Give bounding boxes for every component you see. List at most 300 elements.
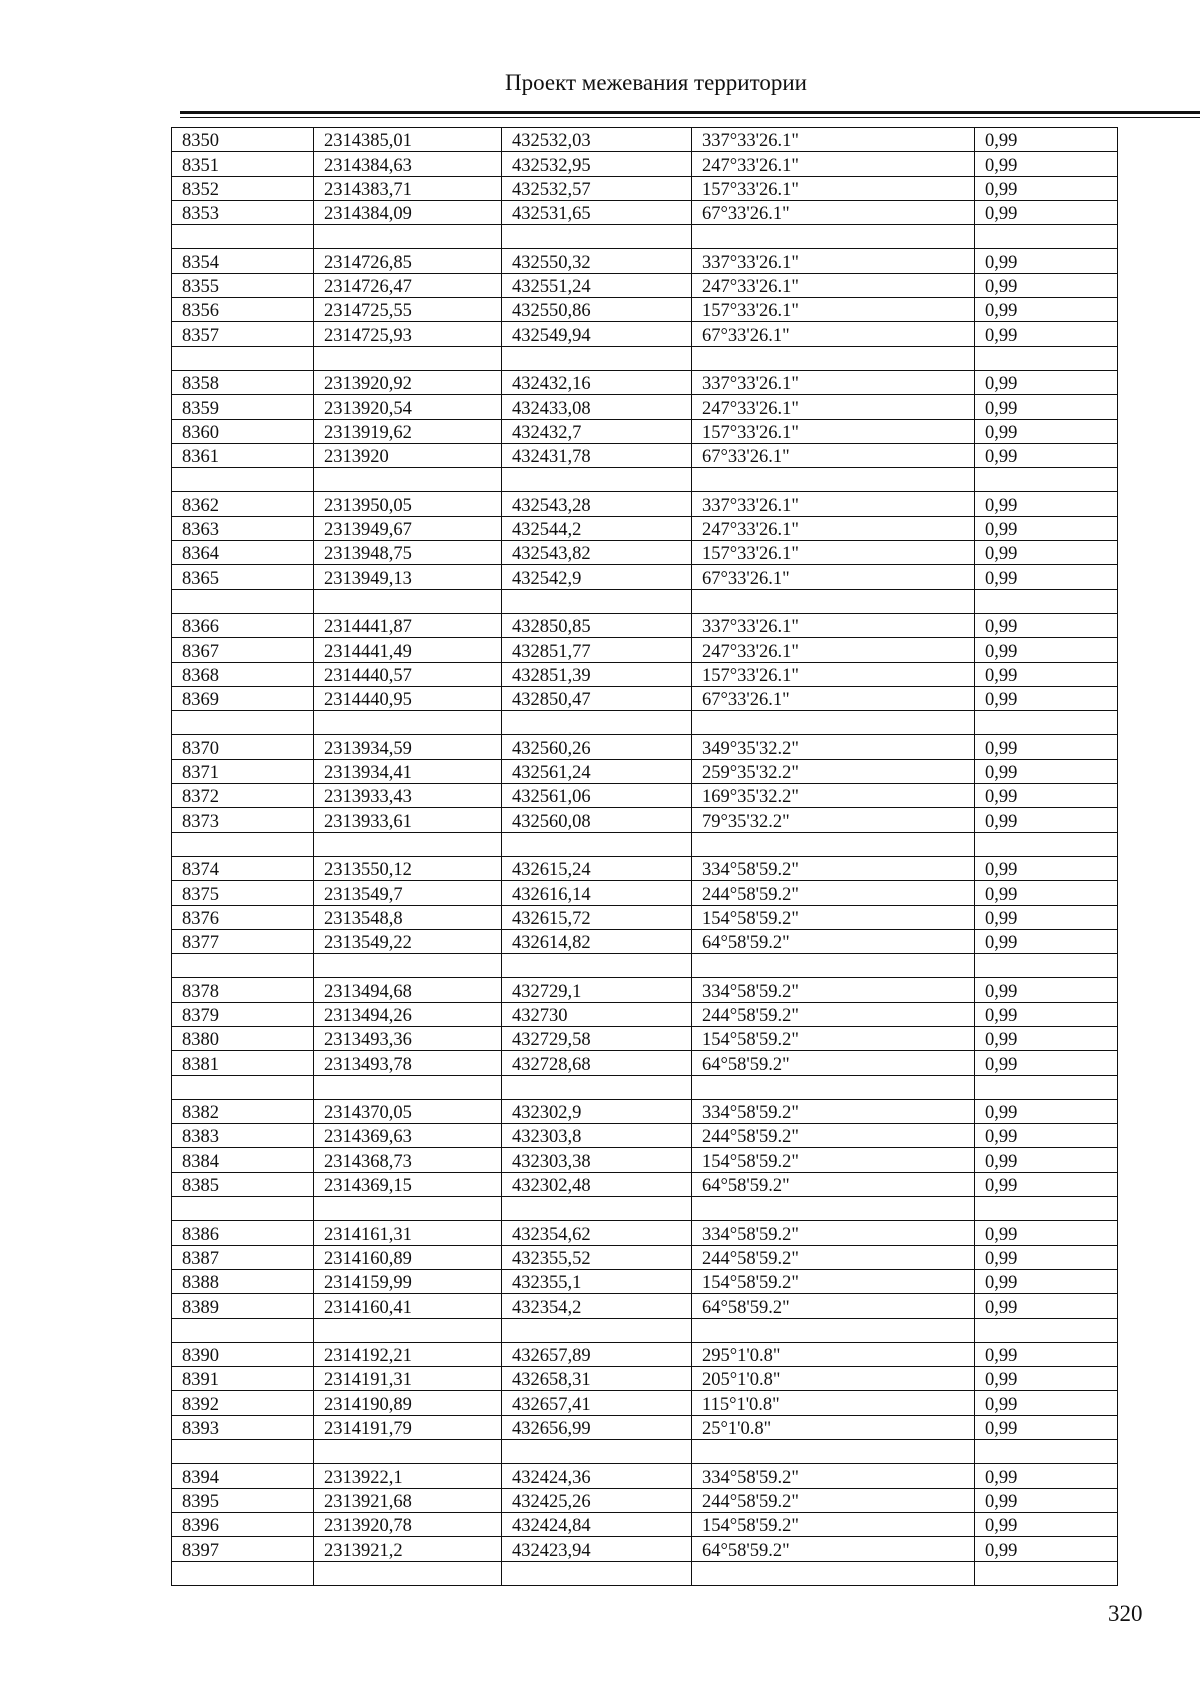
point-number-cell bbox=[172, 711, 314, 735]
point-number-cell: 8374 bbox=[172, 856, 314, 880]
direction-angle-cell: 334°58'59.2" bbox=[692, 1099, 975, 1123]
direction-angle-cell: 67°33'26.1" bbox=[692, 322, 975, 346]
x-coordinate-cell bbox=[314, 468, 502, 492]
direction-angle-cell: 334°58'59.2" bbox=[692, 1464, 975, 1488]
y-coordinate-cell: 432656,99 bbox=[502, 1415, 692, 1439]
distance-cell: 0,99 bbox=[975, 856, 1118, 880]
y-coordinate-cell: 432658,31 bbox=[502, 1367, 692, 1391]
direction-angle-cell bbox=[692, 225, 975, 249]
distance-cell: 0,99 bbox=[975, 395, 1118, 419]
direction-angle-cell: 247°33'26.1" bbox=[692, 638, 975, 662]
y-coordinate-cell: 432560,08 bbox=[502, 808, 692, 832]
y-coordinate-cell: 432431,78 bbox=[502, 443, 692, 467]
table-row bbox=[172, 1221, 1118, 1245]
table-row bbox=[172, 686, 1118, 710]
direction-angle-cell: 67°33'26.1" bbox=[692, 200, 975, 224]
distance-cell: 0,99 bbox=[975, 1099, 1118, 1123]
distance-cell: 0,99 bbox=[975, 1488, 1118, 1512]
table-row bbox=[172, 1464, 1118, 1488]
y-coordinate-cell: 432543,82 bbox=[502, 541, 692, 565]
direction-angle-cell: 334°58'59.2" bbox=[692, 856, 975, 880]
distance-cell: 0,99 bbox=[975, 1342, 1118, 1366]
distance-cell bbox=[975, 1440, 1118, 1464]
distance-cell: 0,99 bbox=[975, 1537, 1118, 1561]
direction-angle-cell: 154°58'59.2" bbox=[692, 1026, 975, 1050]
point-number-cell: 8356 bbox=[172, 298, 314, 322]
direction-angle-cell: 334°58'59.2" bbox=[692, 978, 975, 1002]
x-coordinate-cell: 2313494,26 bbox=[314, 1002, 502, 1026]
distance-cell bbox=[975, 1197, 1118, 1221]
distance-cell: 0,99 bbox=[975, 1124, 1118, 1148]
x-coordinate-cell: 2314441,49 bbox=[314, 638, 502, 662]
table-row bbox=[172, 1391, 1118, 1415]
point-number-cell: 8389 bbox=[172, 1294, 314, 1318]
x-coordinate-cell: 2313920,78 bbox=[314, 1512, 502, 1536]
distance-cell: 0,99 bbox=[975, 565, 1118, 589]
distance-cell: 0,99 bbox=[975, 881, 1118, 905]
distance-cell: 0,99 bbox=[975, 1221, 1118, 1245]
distance-cell: 0,99 bbox=[975, 176, 1118, 200]
x-coordinate-cell: 2314368,73 bbox=[314, 1148, 502, 1172]
distance-cell: 0,99 bbox=[975, 1245, 1118, 1269]
table-row bbox=[172, 395, 1118, 419]
point-number-cell: 8388 bbox=[172, 1269, 314, 1293]
distance-cell: 0,99 bbox=[975, 759, 1118, 783]
x-coordinate-cell: 2313950,05 bbox=[314, 492, 502, 516]
distance-cell: 0,99 bbox=[975, 735, 1118, 759]
distance-cell: 0,99 bbox=[975, 1367, 1118, 1391]
y-coordinate-cell: 432532,95 bbox=[502, 152, 692, 176]
point-number-cell: 8397 bbox=[172, 1537, 314, 1561]
table-row bbox=[172, 978, 1118, 1002]
direction-angle-cell: 247°33'26.1" bbox=[692, 516, 975, 540]
distance-cell: 0,99 bbox=[975, 1391, 1118, 1415]
direction-angle-cell bbox=[692, 1075, 975, 1099]
direction-angle-cell: 334°58'59.2" bbox=[692, 1221, 975, 1245]
x-coordinate-cell bbox=[314, 832, 502, 856]
point-number-cell: 8390 bbox=[172, 1342, 314, 1366]
y-coordinate-cell: 432851,77 bbox=[502, 638, 692, 662]
separator-row bbox=[172, 1440, 1118, 1464]
direction-angle-cell: 337°33'26.1" bbox=[692, 492, 975, 516]
point-number-cell: 8359 bbox=[172, 395, 314, 419]
point-number-cell: 8380 bbox=[172, 1026, 314, 1050]
x-coordinate-cell: 2314370,05 bbox=[314, 1099, 502, 1123]
separator-row bbox=[172, 1075, 1118, 1099]
table-row bbox=[172, 1124, 1118, 1148]
point-number-cell: 8382 bbox=[172, 1099, 314, 1123]
x-coordinate-cell: 2313493,36 bbox=[314, 1026, 502, 1050]
direction-angle-cell bbox=[692, 1440, 975, 1464]
direction-angle-cell: 337°33'26.1" bbox=[692, 370, 975, 394]
distance-cell: 0,99 bbox=[975, 1051, 1118, 1075]
table-row bbox=[172, 565, 1118, 589]
y-coordinate-cell: 432730 bbox=[502, 1002, 692, 1026]
distance-cell: 0,99 bbox=[975, 200, 1118, 224]
distance-cell: 0,99 bbox=[975, 1172, 1118, 1196]
x-coordinate-cell: 2314192,21 bbox=[314, 1342, 502, 1366]
direction-angle-cell: 244°58'59.2" bbox=[692, 1488, 975, 1512]
y-coordinate-cell bbox=[502, 1075, 692, 1099]
y-coordinate-cell bbox=[502, 1561, 692, 1585]
y-coordinate-cell: 432560,26 bbox=[502, 735, 692, 759]
direction-angle-cell: 67°33'26.1" bbox=[692, 565, 975, 589]
direction-angle-cell: 154°58'59.2" bbox=[692, 1269, 975, 1293]
table-row bbox=[172, 419, 1118, 443]
x-coordinate-cell bbox=[314, 954, 502, 978]
point-number-cell: 8393 bbox=[172, 1415, 314, 1439]
y-coordinate-cell: 432303,38 bbox=[502, 1148, 692, 1172]
page-number: 320 bbox=[1108, 1601, 1143, 1626]
point-number-cell: 8392 bbox=[172, 1391, 314, 1415]
x-coordinate-cell: 2313921,2 bbox=[314, 1537, 502, 1561]
direction-angle-cell: 259°35'32.2" bbox=[692, 759, 975, 783]
direction-angle-cell: 64°58'59.2" bbox=[692, 1172, 975, 1196]
separator-row bbox=[172, 346, 1118, 370]
x-coordinate-cell: 2313934,41 bbox=[314, 759, 502, 783]
table-row bbox=[172, 759, 1118, 783]
distance-cell: 0,99 bbox=[975, 1512, 1118, 1536]
direction-angle-cell: 169°35'32.2" bbox=[692, 784, 975, 808]
direction-angle-cell: 157°33'26.1" bbox=[692, 176, 975, 200]
table-row bbox=[172, 1051, 1118, 1075]
y-coordinate-cell: 432424,36 bbox=[502, 1464, 692, 1488]
x-coordinate-cell: 2313920,54 bbox=[314, 395, 502, 419]
direction-angle-cell: 64°58'59.2" bbox=[692, 1294, 975, 1318]
x-coordinate-cell bbox=[314, 1561, 502, 1585]
distance-cell bbox=[975, 832, 1118, 856]
direction-angle-cell: 154°58'59.2" bbox=[692, 1512, 975, 1536]
point-number-cell: 8386 bbox=[172, 1221, 314, 1245]
direction-angle-cell: 244°58'59.2" bbox=[692, 1124, 975, 1148]
y-coordinate-cell bbox=[502, 1440, 692, 1464]
table-row bbox=[172, 856, 1118, 880]
direction-angle-cell bbox=[692, 1561, 975, 1585]
point-number-cell: 8365 bbox=[172, 565, 314, 589]
x-coordinate-cell: 2314159,99 bbox=[314, 1269, 502, 1293]
table-row bbox=[172, 1148, 1118, 1172]
table-row bbox=[172, 613, 1118, 637]
table-row bbox=[172, 1026, 1118, 1050]
point-number-cell: 8385 bbox=[172, 1172, 314, 1196]
x-coordinate-cell: 2313933,61 bbox=[314, 808, 502, 832]
point-number-cell: 8358 bbox=[172, 370, 314, 394]
point-number-cell: 8361 bbox=[172, 443, 314, 467]
x-coordinate-cell: 2313933,43 bbox=[314, 784, 502, 808]
x-coordinate-cell bbox=[314, 225, 502, 249]
y-coordinate-cell: 432616,14 bbox=[502, 881, 692, 905]
x-coordinate-cell bbox=[314, 346, 502, 370]
distance-cell bbox=[975, 1318, 1118, 1342]
direction-angle-cell bbox=[692, 589, 975, 613]
y-coordinate-cell: 432433,08 bbox=[502, 395, 692, 419]
direction-angle-cell bbox=[692, 468, 975, 492]
point-number-cell: 8391 bbox=[172, 1367, 314, 1391]
x-coordinate-cell bbox=[314, 1075, 502, 1099]
distance-cell bbox=[975, 1561, 1118, 1585]
direction-angle-cell: 247°33'26.1" bbox=[692, 273, 975, 297]
direction-angle-cell bbox=[692, 711, 975, 735]
y-coordinate-cell bbox=[502, 225, 692, 249]
y-coordinate-cell: 432542,9 bbox=[502, 565, 692, 589]
point-number-cell bbox=[172, 1075, 314, 1099]
distance-cell: 0,99 bbox=[975, 1415, 1118, 1439]
table-row bbox=[172, 1512, 1118, 1536]
distance-cell: 0,99 bbox=[975, 443, 1118, 467]
point-number-cell: 8363 bbox=[172, 516, 314, 540]
direction-angle-cell: 337°33'26.1" bbox=[692, 128, 975, 152]
separator-row bbox=[172, 225, 1118, 249]
x-coordinate-cell: 2314384,09 bbox=[314, 200, 502, 224]
y-coordinate-cell: 432561,06 bbox=[502, 784, 692, 808]
table-row bbox=[172, 735, 1118, 759]
table-row bbox=[172, 929, 1118, 953]
point-number-cell: 8355 bbox=[172, 273, 314, 297]
x-coordinate-cell: 2313494,68 bbox=[314, 978, 502, 1002]
y-coordinate-cell: 432302,9 bbox=[502, 1099, 692, 1123]
distance-cell: 0,99 bbox=[975, 613, 1118, 637]
table-row bbox=[172, 152, 1118, 176]
y-coordinate-cell: 432432,16 bbox=[502, 370, 692, 394]
direction-angle-cell: 244°58'59.2" bbox=[692, 881, 975, 905]
x-coordinate-cell: 2314160,41 bbox=[314, 1294, 502, 1318]
y-coordinate-cell: 432657,41 bbox=[502, 1391, 692, 1415]
point-number-cell: 8381 bbox=[172, 1051, 314, 1075]
x-coordinate-cell: 2314384,63 bbox=[314, 152, 502, 176]
x-coordinate-cell: 2313949,13 bbox=[314, 565, 502, 589]
x-coordinate-cell: 2314725,93 bbox=[314, 322, 502, 346]
point-number-cell: 8383 bbox=[172, 1124, 314, 1148]
point-number-cell: 8394 bbox=[172, 1464, 314, 1488]
distance-cell: 0,99 bbox=[975, 905, 1118, 929]
y-coordinate-cell: 432543,28 bbox=[502, 492, 692, 516]
point-number-cell: 8371 bbox=[172, 759, 314, 783]
point-number-cell: 8373 bbox=[172, 808, 314, 832]
x-coordinate-cell: 2314725,55 bbox=[314, 298, 502, 322]
y-coordinate-cell: 432302,48 bbox=[502, 1172, 692, 1196]
x-coordinate-cell: 2314726,47 bbox=[314, 273, 502, 297]
point-number-cell: 8366 bbox=[172, 613, 314, 637]
table-row bbox=[172, 273, 1118, 297]
x-coordinate-cell: 2314191,79 bbox=[314, 1415, 502, 1439]
point-number-cell: 8357 bbox=[172, 322, 314, 346]
direction-angle-cell: 67°33'26.1" bbox=[692, 443, 975, 467]
direction-angle-cell bbox=[692, 1197, 975, 1221]
distance-cell: 0,99 bbox=[975, 492, 1118, 516]
y-coordinate-cell: 432532,57 bbox=[502, 176, 692, 200]
distance-cell: 0,99 bbox=[975, 152, 1118, 176]
point-number-cell bbox=[172, 1197, 314, 1221]
distance-cell: 0,99 bbox=[975, 516, 1118, 540]
direction-angle-cell: 25°1'0.8" bbox=[692, 1415, 975, 1439]
y-coordinate-cell: 432850,47 bbox=[502, 686, 692, 710]
table-row bbox=[172, 905, 1118, 929]
y-coordinate-cell: 432532,03 bbox=[502, 128, 692, 152]
y-coordinate-cell: 432614,82 bbox=[502, 929, 692, 953]
separator-row bbox=[172, 832, 1118, 856]
point-number-cell: 8370 bbox=[172, 735, 314, 759]
table-row bbox=[172, 1002, 1118, 1026]
distance-cell: 0,99 bbox=[975, 419, 1118, 443]
y-coordinate-cell: 432729,58 bbox=[502, 1026, 692, 1050]
point-number-cell: 8362 bbox=[172, 492, 314, 516]
distance-cell: 0,99 bbox=[975, 370, 1118, 394]
point-number-cell bbox=[172, 346, 314, 370]
point-number-cell: 8367 bbox=[172, 638, 314, 662]
x-coordinate-cell: 2314161,31 bbox=[314, 1221, 502, 1245]
distance-cell bbox=[975, 1075, 1118, 1099]
distance-cell: 0,99 bbox=[975, 1294, 1118, 1318]
y-coordinate-cell bbox=[502, 468, 692, 492]
coordinates-table bbox=[171, 127, 1118, 1586]
x-coordinate-cell: 2313549,22 bbox=[314, 929, 502, 953]
y-coordinate-cell: 432729,1 bbox=[502, 978, 692, 1002]
x-coordinate-cell: 2314369,15 bbox=[314, 1172, 502, 1196]
separator-row bbox=[172, 468, 1118, 492]
x-coordinate-cell: 2313548,8 bbox=[314, 905, 502, 929]
x-coordinate-cell: 2314191,31 bbox=[314, 1367, 502, 1391]
y-coordinate-cell: 432550,32 bbox=[502, 249, 692, 273]
distance-cell: 0,99 bbox=[975, 978, 1118, 1002]
header-rule-thin bbox=[180, 117, 1200, 118]
distance-cell: 0,99 bbox=[975, 784, 1118, 808]
distance-cell bbox=[975, 225, 1118, 249]
x-coordinate-cell: 2313919,62 bbox=[314, 419, 502, 443]
table-row bbox=[172, 638, 1118, 662]
separator-row bbox=[172, 711, 1118, 735]
page-header-title: Проект межевания территории bbox=[505, 70, 807, 95]
point-number-cell: 8396 bbox=[172, 1512, 314, 1536]
point-number-cell: 8350 bbox=[172, 128, 314, 152]
x-coordinate-cell: 2314385,01 bbox=[314, 128, 502, 152]
direction-angle-cell: 337°33'26.1" bbox=[692, 249, 975, 273]
x-coordinate-cell: 2313549,7 bbox=[314, 881, 502, 905]
direction-angle-cell: 157°33'26.1" bbox=[692, 298, 975, 322]
y-coordinate-cell: 432544,2 bbox=[502, 516, 692, 540]
distance-cell: 0,99 bbox=[975, 638, 1118, 662]
point-number-cell: 8360 bbox=[172, 419, 314, 443]
distance-cell: 0,99 bbox=[975, 1026, 1118, 1050]
y-coordinate-cell: 432850,85 bbox=[502, 613, 692, 637]
coordinates-table-body bbox=[172, 128, 1118, 1586]
table-row bbox=[172, 492, 1118, 516]
distance-cell: 0,99 bbox=[975, 249, 1118, 273]
table-row bbox=[172, 662, 1118, 686]
table-row bbox=[172, 1172, 1118, 1196]
direction-angle-cell: 244°58'59.2" bbox=[692, 1002, 975, 1026]
point-number-cell bbox=[172, 832, 314, 856]
direction-angle-cell: 205°1'0.8" bbox=[692, 1367, 975, 1391]
table-row bbox=[172, 443, 1118, 467]
table-row bbox=[172, 808, 1118, 832]
point-number-cell: 8351 bbox=[172, 152, 314, 176]
x-coordinate-cell: 2313948,75 bbox=[314, 541, 502, 565]
x-coordinate-cell: 2314440,57 bbox=[314, 662, 502, 686]
direction-angle-cell: 64°58'59.2" bbox=[692, 929, 975, 953]
table-row bbox=[172, 1415, 1118, 1439]
table-row bbox=[172, 1294, 1118, 1318]
table-row bbox=[172, 881, 1118, 905]
direction-angle-cell: 295°1'0.8" bbox=[692, 1342, 975, 1366]
y-coordinate-cell: 432657,89 bbox=[502, 1342, 692, 1366]
point-number-cell: 8384 bbox=[172, 1148, 314, 1172]
x-coordinate-cell: 2314440,95 bbox=[314, 686, 502, 710]
table-row bbox=[172, 370, 1118, 394]
point-number-cell: 8377 bbox=[172, 929, 314, 953]
direction-angle-cell: 79°35'32.2" bbox=[692, 808, 975, 832]
x-coordinate-cell: 2314369,63 bbox=[314, 1124, 502, 1148]
table-row bbox=[172, 1367, 1118, 1391]
table-row bbox=[172, 1245, 1118, 1269]
point-number-cell: 8387 bbox=[172, 1245, 314, 1269]
x-coordinate-cell: 2313922,1 bbox=[314, 1464, 502, 1488]
point-number-cell bbox=[172, 225, 314, 249]
y-coordinate-cell: 432531,65 bbox=[502, 200, 692, 224]
x-coordinate-cell: 2313493,78 bbox=[314, 1051, 502, 1075]
y-coordinate-cell: 432424,84 bbox=[502, 1512, 692, 1536]
direction-angle-cell: 247°33'26.1" bbox=[692, 395, 975, 419]
y-coordinate-cell: 432355,52 bbox=[502, 1245, 692, 1269]
y-coordinate-cell bbox=[502, 589, 692, 613]
point-number-cell bbox=[172, 1440, 314, 1464]
distance-cell bbox=[975, 468, 1118, 492]
direction-angle-cell: 115°1'0.8" bbox=[692, 1391, 975, 1415]
y-coordinate-cell: 432550,86 bbox=[502, 298, 692, 322]
y-coordinate-cell: 432561,24 bbox=[502, 759, 692, 783]
x-coordinate-cell bbox=[314, 589, 502, 613]
direction-angle-cell: 337°33'26.1" bbox=[692, 613, 975, 637]
distance-cell: 0,99 bbox=[975, 1269, 1118, 1293]
separator-row bbox=[172, 1561, 1118, 1585]
separator-row bbox=[172, 954, 1118, 978]
direction-angle-cell: 157°33'26.1" bbox=[692, 541, 975, 565]
distance-cell: 0,99 bbox=[975, 1002, 1118, 1026]
y-coordinate-cell: 432432,7 bbox=[502, 419, 692, 443]
y-coordinate-cell bbox=[502, 832, 692, 856]
y-coordinate-cell bbox=[502, 954, 692, 978]
distance-cell: 0,99 bbox=[975, 273, 1118, 297]
point-number-cell bbox=[172, 589, 314, 613]
table-row bbox=[172, 1537, 1118, 1561]
direction-angle-cell bbox=[692, 832, 975, 856]
x-coordinate-cell: 2313920 bbox=[314, 443, 502, 467]
point-number-cell: 8395 bbox=[172, 1488, 314, 1512]
x-coordinate-cell: 2313934,59 bbox=[314, 735, 502, 759]
distance-cell bbox=[975, 346, 1118, 370]
point-number-cell: 8368 bbox=[172, 662, 314, 686]
point-number-cell: 8364 bbox=[172, 541, 314, 565]
x-coordinate-cell bbox=[314, 1440, 502, 1464]
table-row bbox=[172, 1488, 1118, 1512]
separator-row bbox=[172, 1197, 1118, 1221]
distance-cell: 0,99 bbox=[975, 1148, 1118, 1172]
y-coordinate-cell bbox=[502, 711, 692, 735]
distance-cell: 0,99 bbox=[975, 808, 1118, 832]
y-coordinate-cell: 432354,62 bbox=[502, 1221, 692, 1245]
direction-angle-cell: 154°58'59.2" bbox=[692, 1148, 975, 1172]
direction-angle-cell bbox=[692, 1318, 975, 1342]
x-coordinate-cell: 2314190,89 bbox=[314, 1391, 502, 1415]
y-coordinate-cell: 432615,72 bbox=[502, 905, 692, 929]
distance-cell bbox=[975, 711, 1118, 735]
x-coordinate-cell bbox=[314, 1318, 502, 1342]
distance-cell: 0,99 bbox=[975, 929, 1118, 953]
direction-angle-cell: 67°33'26.1" bbox=[692, 686, 975, 710]
y-coordinate-cell: 432851,39 bbox=[502, 662, 692, 686]
point-number-cell: 8353 bbox=[172, 200, 314, 224]
direction-angle-cell bbox=[692, 954, 975, 978]
y-coordinate-cell: 432425,26 bbox=[502, 1488, 692, 1512]
